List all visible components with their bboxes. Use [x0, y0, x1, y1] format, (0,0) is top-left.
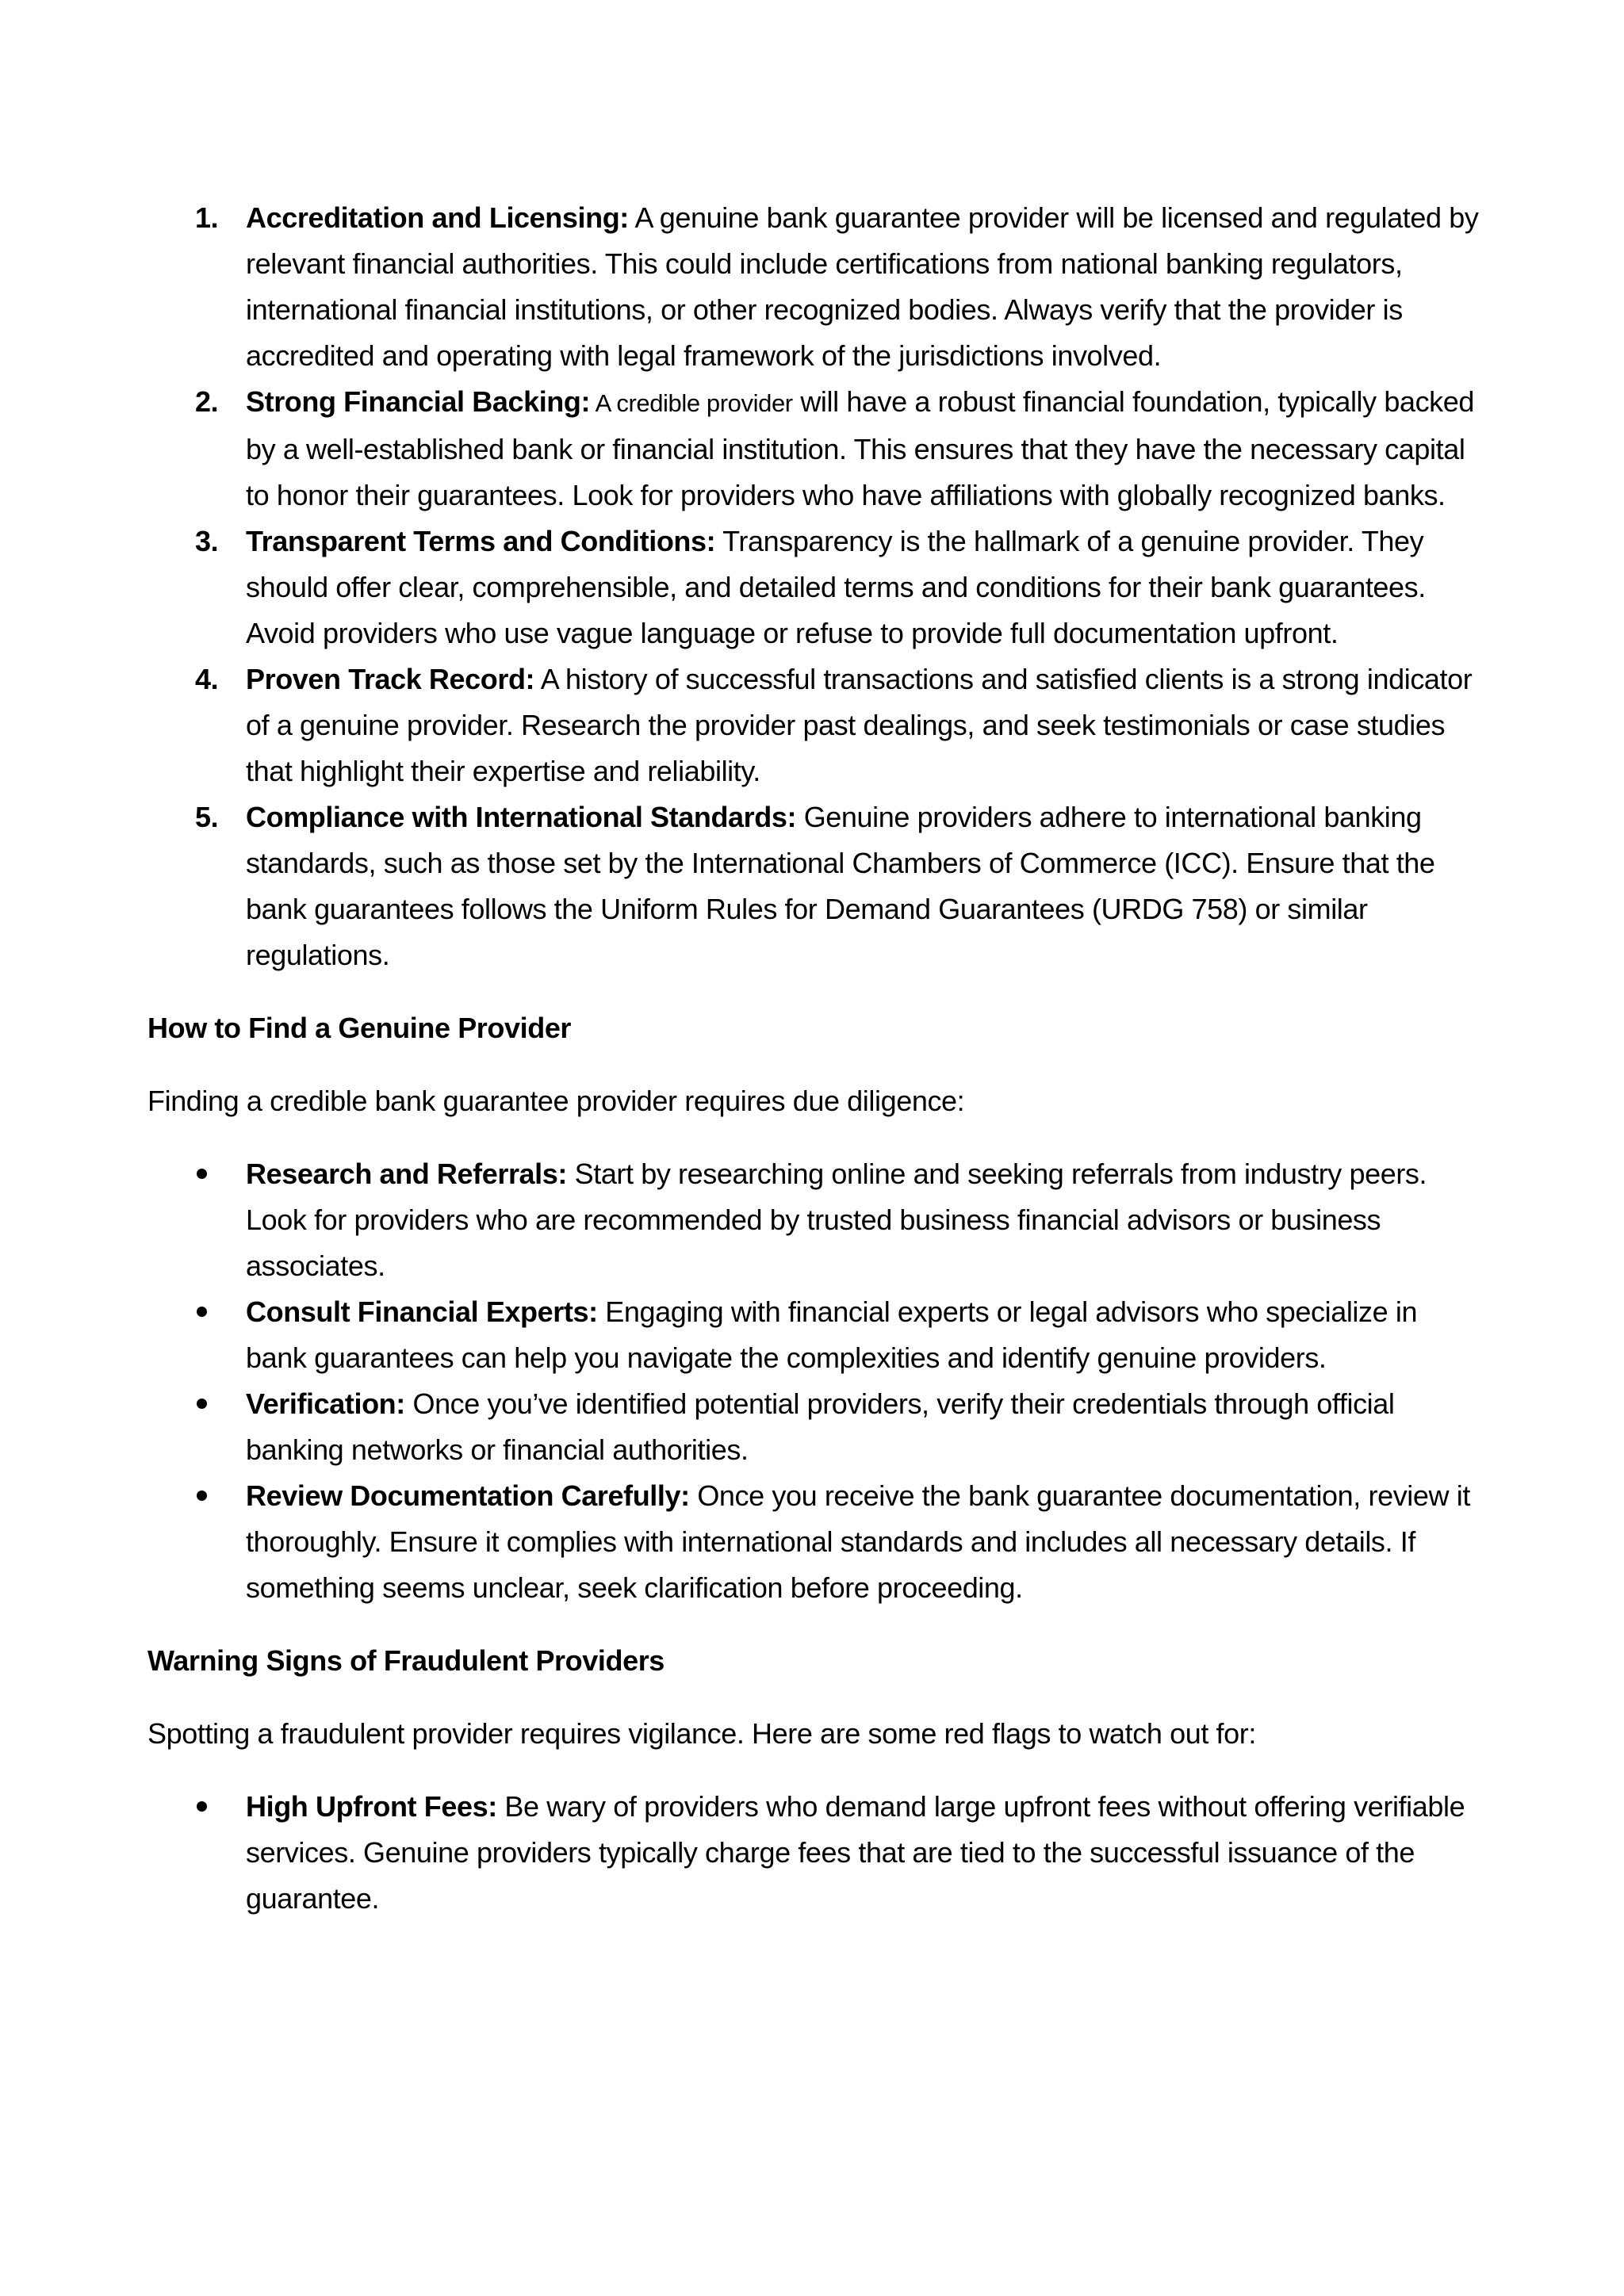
item-text: A genuine bank guarantee provider will be licensed and regulated by relevant financial authorities. This could include certifications from national banking regulators, international financial institutions, or other recognized bodies. Always verify that the provider is accredited and operating with legal framework of the jurisdictions involved. [246, 201, 1479, 372]
list-item [147, 1784, 1480, 1922]
list-item [147, 195, 1480, 379]
item-term: Verification: [246, 1387, 405, 1420]
item-text: Engaging with financial experts or legal advisors who specialize in bank guarantees can help you navigate the complexities and identify genuine providers. [246, 1295, 1418, 1374]
bullet-icon [197, 1801, 207, 1812]
section-heading-warning-signs: Warning Signs of Fraudulent Providers [147, 1644, 665, 1677]
list-number: 5. [195, 801, 219, 833]
item-text: Transparency is the hallmark of a genuine provider. They should offer clear, comprehensible, and detailed terms and conditions for their bank guarantees. Avoid providers who use vague language or refuse to provide full documentation upfront. [246, 525, 1426, 649]
list-item [147, 1151, 1480, 1289]
item-term: Research and Referrals: [246, 1158, 567, 1190]
item-term: Proven Track Record: [246, 663, 535, 695]
item-term: Review Documentation Carefully: [246, 1479, 690, 1512]
item-term: Consult Financial Experts: [246, 1295, 598, 1328]
item-text: A history of successful transactions and satisfied clients is a strong indicator of a genuine provider. Research the provider past dealings, and seek testimonials or case studies that highlight their expertise and reliability. [246, 663, 1473, 787]
document-body [147, 195, 1480, 1922]
list-item [147, 1289, 1480, 1381]
list-item [147, 1473, 1480, 1611]
item-text: Genuine providers adhere to international banking standards, such as those set by the International Chambers of Commerce (ICC). Ensure that the bank guarantees follows the Uniform Rules for Demand Guarantees (URDG 758) or similar regulations. [246, 801, 1435, 971]
item-term: High Upfront Fees: [246, 1790, 497, 1823]
find-provider-list [147, 1151, 1480, 1611]
item-term: Compliance with International Standards: [246, 801, 797, 833]
item-term: Strong Financial Backing: [246, 385, 591, 418]
list-item [147, 379, 1480, 519]
list-item [147, 794, 1480, 978]
provider-qualities-list [147, 195, 1480, 978]
list-number: 1. [195, 201, 219, 234]
list-number: 4. [195, 663, 219, 695]
item-text-small: A credible provider [590, 389, 793, 417]
item-text: will have a robust financial foundation, typically backed by a well-established bank or financial institution. This ensures that they have the necessary capital to honor their guarantees. Look for providers who have affiliations with globally recognized banks. [246, 385, 1475, 511]
item-text: Once you’ve identified potential providers, verify their credentials through official banking networks or financial authorities. [246, 1387, 1395, 1466]
list-item [147, 1381, 1480, 1473]
section-heading-find-provider: How to Find a Genuine Provider [147, 1012, 572, 1044]
bullet-icon [197, 1307, 207, 1317]
section-intro-find-provider: Finding a credible bank guarantee provider requires due diligence: [147, 1085, 965, 1117]
section-intro-warning-signs: Spotting a fraudulent provider requires vigilance. Here are some red flags to watch out for: [147, 1717, 1256, 1750]
bullet-icon [197, 1399, 207, 1409]
list-number: 3. [195, 525, 219, 557]
item-term: Transparent Terms and Conditions: [246, 525, 716, 557]
item-text: Once you receive the bank guarantee documentation, review it thoroughly. Ensure it complies with international standards and includes all necessary details. If something seems unclear, seek clarification before proceeding. [246, 1479, 1470, 1604]
list-item [147, 519, 1480, 656]
item-term: Accreditation and Licensing: [246, 201, 629, 234]
bullet-icon [197, 1490, 207, 1501]
item-text: Be wary of providers who demand large upfront fees without offering verifiable services. Genuine providers typically charge fees that are tied to the successful issuance of the guarantee. [246, 1790, 1465, 1915]
warning-signs-list [147, 1784, 1480, 1922]
list-number: 2. [195, 385, 219, 418]
item-text: Start by researching online and seeking referrals from industry peers. Look for providers who are recommended by trusted business financial advisors or business associates. [246, 1158, 1427, 1282]
bullet-icon [197, 1169, 207, 1179]
list-item [147, 656, 1480, 794]
